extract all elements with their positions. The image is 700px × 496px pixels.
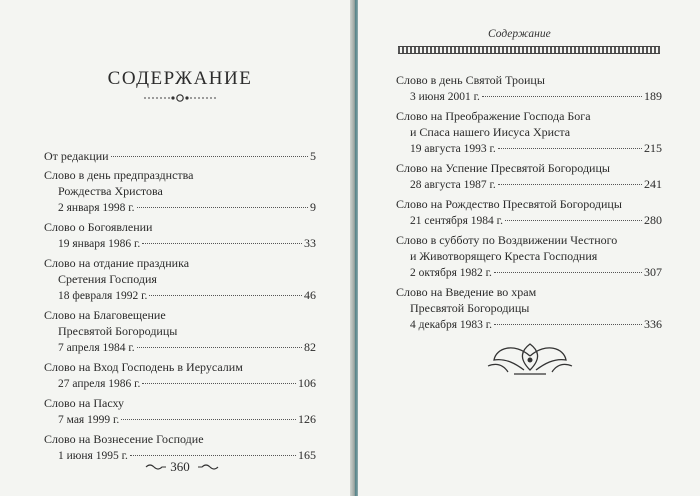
toc-entry-date: 18 февраля 1992 г. [58, 290, 148, 302]
toc-list-right [396, 72, 662, 336]
toc-entry-date: 1 июня 1995 г. [58, 450, 128, 462]
toc-entry [44, 167, 316, 216]
toc-entry-date: 4 декабря 1983 г. [410, 319, 493, 331]
right-page [358, 0, 700, 496]
dot-leader [494, 324, 642, 325]
toc-page-number: 189 [644, 89, 662, 103]
toc-page-number: 280 [644, 213, 662, 227]
dot-leader [498, 148, 642, 149]
toc-entry [396, 232, 662, 281]
toc-entry [44, 148, 316, 164]
toc-entry-title: Слово на Введение во храм [396, 285, 537, 299]
toc-entry-title: Рождества Христова [58, 184, 163, 198]
toc-entry [44, 359, 316, 392]
dot-leader [121, 419, 296, 420]
toc-list-left [44, 148, 316, 467]
toc-entry-date: 2 января 1998 г. [58, 202, 135, 214]
heading-ornament-icon [140, 92, 220, 104]
toc-entry-title: Слово на Преображение Господа Бога [396, 109, 591, 123]
running-head-rule [398, 46, 660, 54]
toc-entry-date: 27 апреля 1986 г. [58, 378, 141, 390]
toc-page-number: 106 [298, 376, 316, 390]
toc-entry-date: 3 июня 2001 г. [410, 91, 480, 103]
toc-entry [396, 72, 662, 105]
toc-entry [44, 255, 316, 304]
toc-entry-date: 19 января 1986 г. [58, 238, 141, 250]
toc-entry [44, 219, 316, 252]
dot-leader [482, 96, 642, 97]
page-heading: СОДЕРЖАНИЕ [107, 68, 253, 89]
toc-entry-title: От редакции [44, 149, 109, 163]
folio-ornament-right-icon [196, 463, 220, 471]
toc-entry-title: Слово в день Святой Троицы [396, 73, 545, 87]
toc-entry [44, 307, 316, 356]
toc-entry-title: Сретения Господия [58, 272, 157, 286]
toc-entry-date: 28 августа 1987 г. [410, 179, 496, 191]
toc-entry-title: и Животворящего Креста Господния [410, 249, 598, 263]
toc-page-number: 336 [644, 317, 662, 331]
toc-entry [396, 196, 662, 229]
page-number: 360 [170, 459, 190, 474]
toc-entry-title: Слово на Вознесение Господие [44, 432, 204, 446]
dot-leader [111, 156, 308, 157]
toc-entry-date: 21 сентября 1984 г. [410, 215, 503, 227]
dot-leader [142, 243, 302, 244]
toc-page-number: 165 [298, 448, 316, 462]
floral-ornament-icon [484, 336, 576, 380]
toc-page-number: 215 [644, 141, 662, 155]
toc-entry-title: Пресвятой Богородицы [58, 324, 178, 338]
toc-entry-title: Слово на Вход Господень в Иерусалим [44, 360, 243, 374]
toc-entry [396, 108, 662, 157]
toc-page-number: 307 [644, 265, 662, 279]
toc-page-number: 82 [304, 340, 316, 354]
toc-entry-title: Слово на Успение Пресвятой Богородицы [396, 161, 610, 175]
dot-leader [505, 220, 642, 221]
dot-leader [137, 347, 302, 348]
toc-entry-title: Слово на Рождество Пресвятой Богородицы [396, 197, 622, 211]
toc-page-number: 9 [310, 200, 316, 214]
dot-leader [149, 295, 302, 296]
toc-entry [396, 160, 662, 193]
running-head: Содержание [488, 28, 551, 40]
toc-entry [396, 284, 662, 333]
toc-entry-title: Слово в день предпразднства [44, 168, 194, 182]
toc-entry-date: 7 мая 1999 г. [58, 414, 120, 426]
toc-entry-date: 7 апреля 1984 г. [58, 342, 135, 354]
toc-page-number: 241 [644, 177, 662, 191]
toc-page-number: 5 [310, 149, 316, 163]
toc-entry-title: Слово на Пасху [44, 396, 125, 410]
dot-leader [142, 383, 296, 384]
toc-entry-title: Слово в субботу по Воздвижении Честного [396, 233, 618, 247]
dot-leader [498, 184, 642, 185]
toc-page-number: 33 [304, 236, 316, 250]
toc-entry-title: Слово о Богоявлении [44, 220, 153, 234]
toc-entry-date: 2 октября 1982 г. [410, 267, 492, 279]
toc-page-number: 126 [298, 412, 316, 426]
dot-leader [130, 455, 296, 456]
toc-entry-date: 19 августа 1993 г. [410, 143, 496, 155]
toc-page-number: 46 [304, 288, 316, 302]
toc-entry-title: Слово на Благовещение [44, 308, 166, 322]
toc-entry-title: Слово на отдание праздника [44, 256, 190, 270]
toc-entry-title: Пресвятой Богородицы [410, 301, 530, 315]
dot-leader [494, 272, 642, 273]
toc-entry [44, 395, 316, 428]
toc-entry-title: и Спаса нашего Иисуса Христа [410, 125, 571, 139]
dot-leader [137, 207, 308, 208]
